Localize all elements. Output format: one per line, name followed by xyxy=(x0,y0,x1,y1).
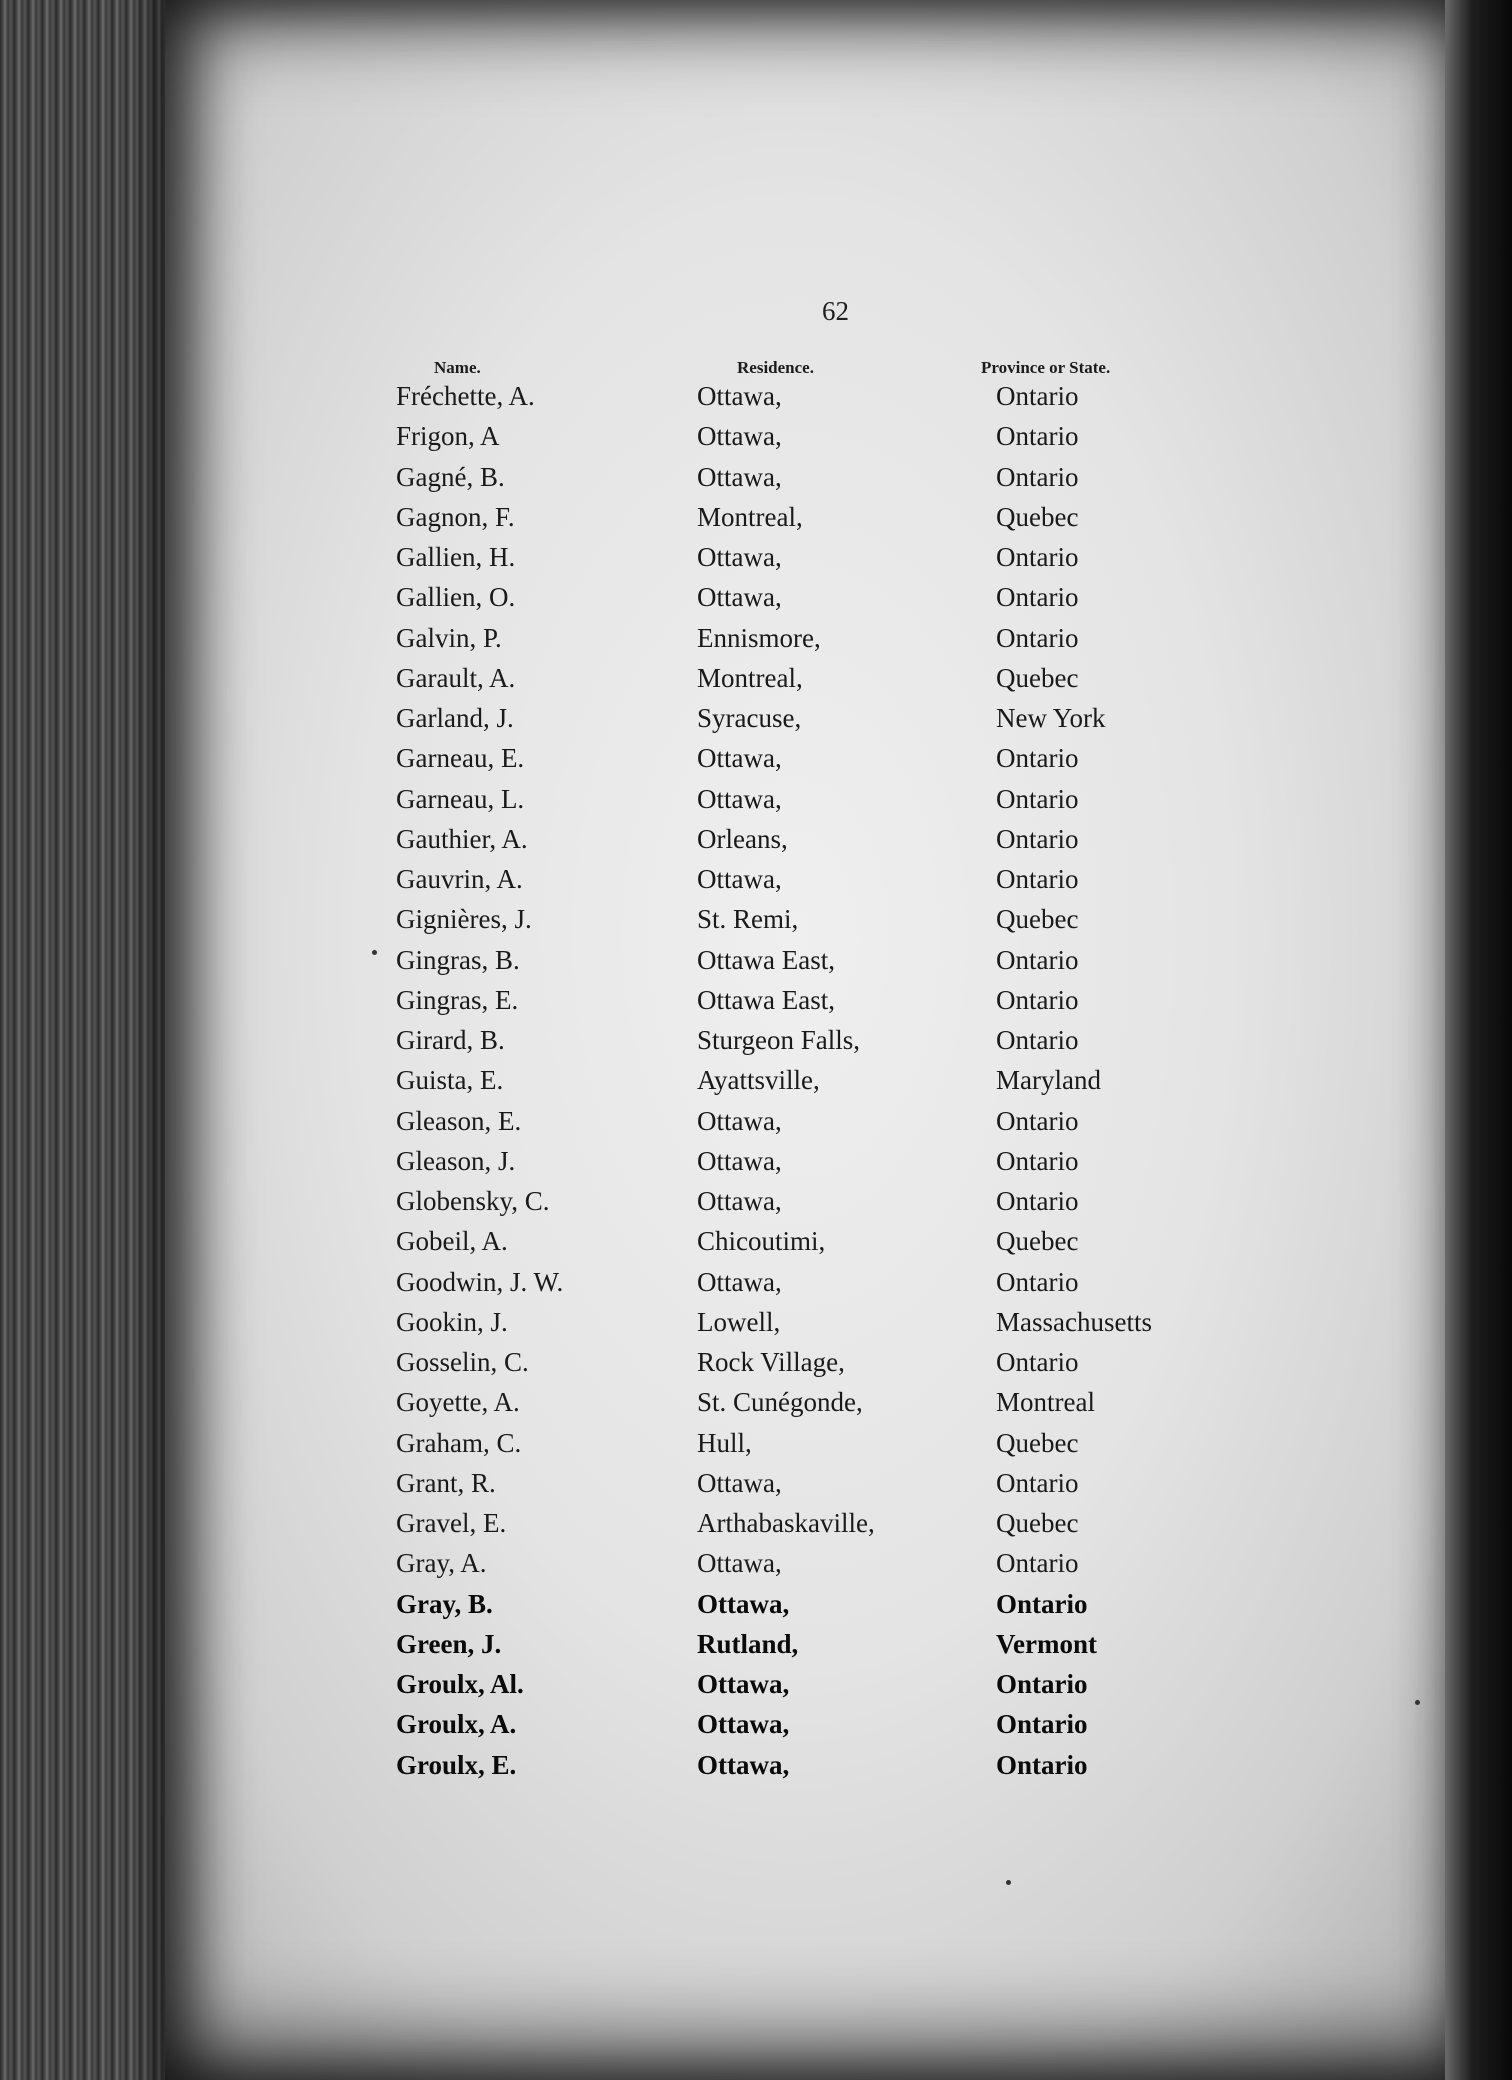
register-list xyxy=(0,381,1512,1790)
entry-name: Gallien, O. xyxy=(396,582,516,613)
list-item xyxy=(0,784,1512,824)
list-item xyxy=(0,462,1512,502)
page-number: 62 xyxy=(822,296,849,326)
entry-province: Ontario xyxy=(996,944,1079,975)
entry-province: Ontario xyxy=(996,1588,1088,1619)
entry-province: Quebec xyxy=(996,1427,1079,1458)
entry-name: Garneau, E. xyxy=(396,743,525,774)
entry-province: Ontario xyxy=(996,1467,1079,1498)
list-item xyxy=(0,703,1512,743)
entry-residence: Ottawa, xyxy=(697,1266,782,1297)
list-item xyxy=(0,421,1512,461)
entry-residence: Lowell, xyxy=(697,1306,781,1337)
entry-province: Ontario xyxy=(996,461,1079,492)
entry-province: Ontario xyxy=(996,743,1079,774)
entry-name: Frigon, A xyxy=(396,421,500,452)
entry-province: Ontario xyxy=(996,1548,1079,1579)
entry-name: Gagné, B. xyxy=(396,461,505,492)
entry-residence: Ottawa, xyxy=(697,1669,790,1699)
list-item xyxy=(0,1347,1512,1387)
entry-name: Gallien, H. xyxy=(396,542,516,572)
list-item xyxy=(0,1589,1512,1629)
entry-residence: Ottawa, xyxy=(697,1548,782,1579)
entry-province: Ontario xyxy=(996,421,1079,452)
list-item xyxy=(0,1508,1512,1548)
entry-name: Grant, R. xyxy=(396,1467,496,1498)
entry-province: Ontario xyxy=(996,1186,1079,1216)
list-item xyxy=(0,985,1512,1025)
entry-province: Quebec xyxy=(996,1508,1079,1538)
entry-province: Ontario xyxy=(996,1347,1079,1377)
entry-residence: Ottawa, xyxy=(697,864,782,894)
entry-province: Quebec xyxy=(996,662,1079,693)
entry-residence: Ottawa, xyxy=(697,1145,782,1176)
entry-residence: Hull, xyxy=(697,1427,752,1458)
list-item xyxy=(0,945,1512,985)
entry-province: New York xyxy=(996,703,1106,733)
entry-province: Ontario xyxy=(996,381,1079,411)
entry-residence: Ottawa, xyxy=(697,743,782,774)
list-item xyxy=(0,743,1512,783)
entry-residence: Sturgeon Falls, xyxy=(697,1025,861,1055)
list-item xyxy=(0,1428,1512,1468)
list-item xyxy=(0,1065,1512,1105)
ink-speck xyxy=(372,950,377,955)
entry-province: Quebec xyxy=(996,501,1079,532)
entry-name: Gravel, E. xyxy=(396,1508,507,1538)
entry-residence: Ottawa, xyxy=(697,1467,782,1498)
entry-name: Gleason, J. xyxy=(396,1145,516,1176)
entry-name: Green, J. xyxy=(396,1628,502,1659)
entry-name: Globensky, C. xyxy=(396,1186,550,1216)
entry-residence: Ottawa, xyxy=(697,783,782,814)
header-residence: Residence. xyxy=(737,358,814,377)
entry-province: Ontario xyxy=(996,1669,1088,1699)
entry-residence: Orleans, xyxy=(697,823,788,854)
entry-residence: Ottawa, xyxy=(697,1709,790,1740)
list-item xyxy=(0,904,1512,944)
list-item xyxy=(0,1186,1512,1226)
entry-province: Quebec xyxy=(996,904,1079,935)
entry-name: Gagnon, F. xyxy=(396,501,515,532)
entry-name: Groulx, E. xyxy=(396,1749,517,1780)
entry-residence: Arthabaskaville, xyxy=(697,1508,875,1538)
entry-name: Gosselin, C. xyxy=(396,1347,529,1377)
list-item xyxy=(0,1468,1512,1508)
entry-residence: Montreal, xyxy=(697,501,803,532)
entry-residence: Ottawa, xyxy=(697,582,782,613)
list-item xyxy=(0,663,1512,703)
entry-residence: Ottawa, xyxy=(697,1588,790,1619)
entry-name: Gray, B. xyxy=(396,1588,493,1619)
entry-residence: Syracuse, xyxy=(697,703,802,733)
entry-province: Ontario xyxy=(996,1145,1079,1176)
entry-name: Galvin, P. xyxy=(396,622,502,653)
entry-residence: Ottawa, xyxy=(697,1105,782,1136)
entry-residence: Rutland, xyxy=(697,1628,799,1659)
entry-name: Garault, A. xyxy=(396,662,516,693)
entry-name: Groulx, A. xyxy=(396,1709,517,1740)
entry-name: Gauvrin, A. xyxy=(396,864,523,894)
list-item xyxy=(0,864,1512,904)
header-province: Province or State. xyxy=(981,358,1111,377)
entry-name: Girard, B. xyxy=(396,1025,505,1055)
entry-residence: Ottawa, xyxy=(697,381,782,411)
entry-name: Gleason, E. xyxy=(396,1105,522,1136)
list-item xyxy=(0,824,1512,864)
ink-speck xyxy=(1415,1700,1420,1705)
list-item xyxy=(0,502,1512,542)
list-item xyxy=(0,1146,1512,1186)
list-item xyxy=(0,582,1512,622)
entry-residence: Ottawa, xyxy=(697,421,782,452)
entry-residence: Ottawa, xyxy=(697,1186,782,1216)
list-item xyxy=(0,1709,1512,1749)
entry-residence: Ennismore, xyxy=(697,622,821,653)
entry-name: Graham, C. xyxy=(396,1427,522,1458)
ink-speck xyxy=(1006,1880,1011,1885)
entry-name: Gauthier, A. xyxy=(396,823,528,854)
list-item xyxy=(0,1307,1512,1347)
entry-province: Ontario xyxy=(996,1266,1079,1297)
entry-residence: Ottawa East, xyxy=(697,944,835,975)
header-name: Name. xyxy=(434,358,481,377)
entry-residence: Ottawa, xyxy=(697,542,782,572)
entry-province: Ontario xyxy=(996,1105,1079,1136)
entry-province: Ontario xyxy=(996,1749,1088,1780)
entry-residence: Ottawa, xyxy=(697,1749,790,1780)
entry-province: Ontario xyxy=(996,622,1079,653)
entry-residence: Rock Village, xyxy=(697,1347,845,1377)
list-item xyxy=(0,1025,1512,1065)
entry-province: Ontario xyxy=(996,542,1079,572)
list-item xyxy=(0,1750,1512,1790)
entry-province: Ontario xyxy=(996,783,1079,814)
list-item xyxy=(0,381,1512,421)
entry-province: Ontario xyxy=(996,823,1079,854)
entry-name: Guista, E. xyxy=(396,1065,504,1096)
entry-name: Garland, J. xyxy=(396,703,514,733)
entry-name: Goyette, A. xyxy=(396,1387,520,1418)
entry-province: Maryland xyxy=(996,1065,1101,1096)
entry-residence: Ottawa East, xyxy=(697,984,835,1015)
entry-name: Gingras, E. xyxy=(396,984,519,1015)
entry-residence: St. Remi, xyxy=(697,904,799,935)
list-item xyxy=(0,1629,1512,1669)
entry-province: Massachusetts xyxy=(996,1306,1152,1337)
entry-province: Vermont xyxy=(996,1628,1097,1659)
list-item xyxy=(0,1267,1512,1307)
list-item xyxy=(0,1226,1512,1266)
entry-residence: St. Cunégonde, xyxy=(697,1387,863,1418)
entry-name: Goodwin, J. W. xyxy=(396,1266,564,1297)
entry-residence: Montreal, xyxy=(697,662,803,693)
entry-name: Gookin, J. xyxy=(396,1306,508,1337)
entry-residence: Ayattsville, xyxy=(697,1065,820,1096)
entry-province: Quebec xyxy=(996,1226,1079,1257)
entry-province: Ontario xyxy=(996,984,1079,1015)
entry-residence: Ottawa, xyxy=(697,461,782,492)
entry-name: Garneau, L. xyxy=(396,783,525,814)
entry-name: Gray, A. xyxy=(396,1548,487,1579)
list-item xyxy=(0,1106,1512,1146)
entry-name: Gobeil, A. xyxy=(396,1226,508,1257)
list-item xyxy=(0,1669,1512,1709)
entry-province: Ontario xyxy=(996,864,1079,894)
list-item xyxy=(0,623,1512,663)
entry-province: Montreal xyxy=(996,1387,1095,1418)
list-item xyxy=(0,1548,1512,1588)
entry-name: Gingras, B. xyxy=(396,944,520,975)
list-item xyxy=(0,1387,1512,1427)
entry-name: Fréchette, A. xyxy=(396,381,535,411)
entry-residence: Chicoutimi, xyxy=(697,1226,826,1257)
entry-name: Groulx, Al. xyxy=(396,1669,524,1699)
entry-province: Ontario xyxy=(996,1709,1088,1740)
entry-province: Ontario xyxy=(996,582,1079,613)
list-item xyxy=(0,542,1512,582)
entry-province: Ontario xyxy=(996,1025,1079,1055)
entry-name: Gignières, J. xyxy=(396,904,532,935)
